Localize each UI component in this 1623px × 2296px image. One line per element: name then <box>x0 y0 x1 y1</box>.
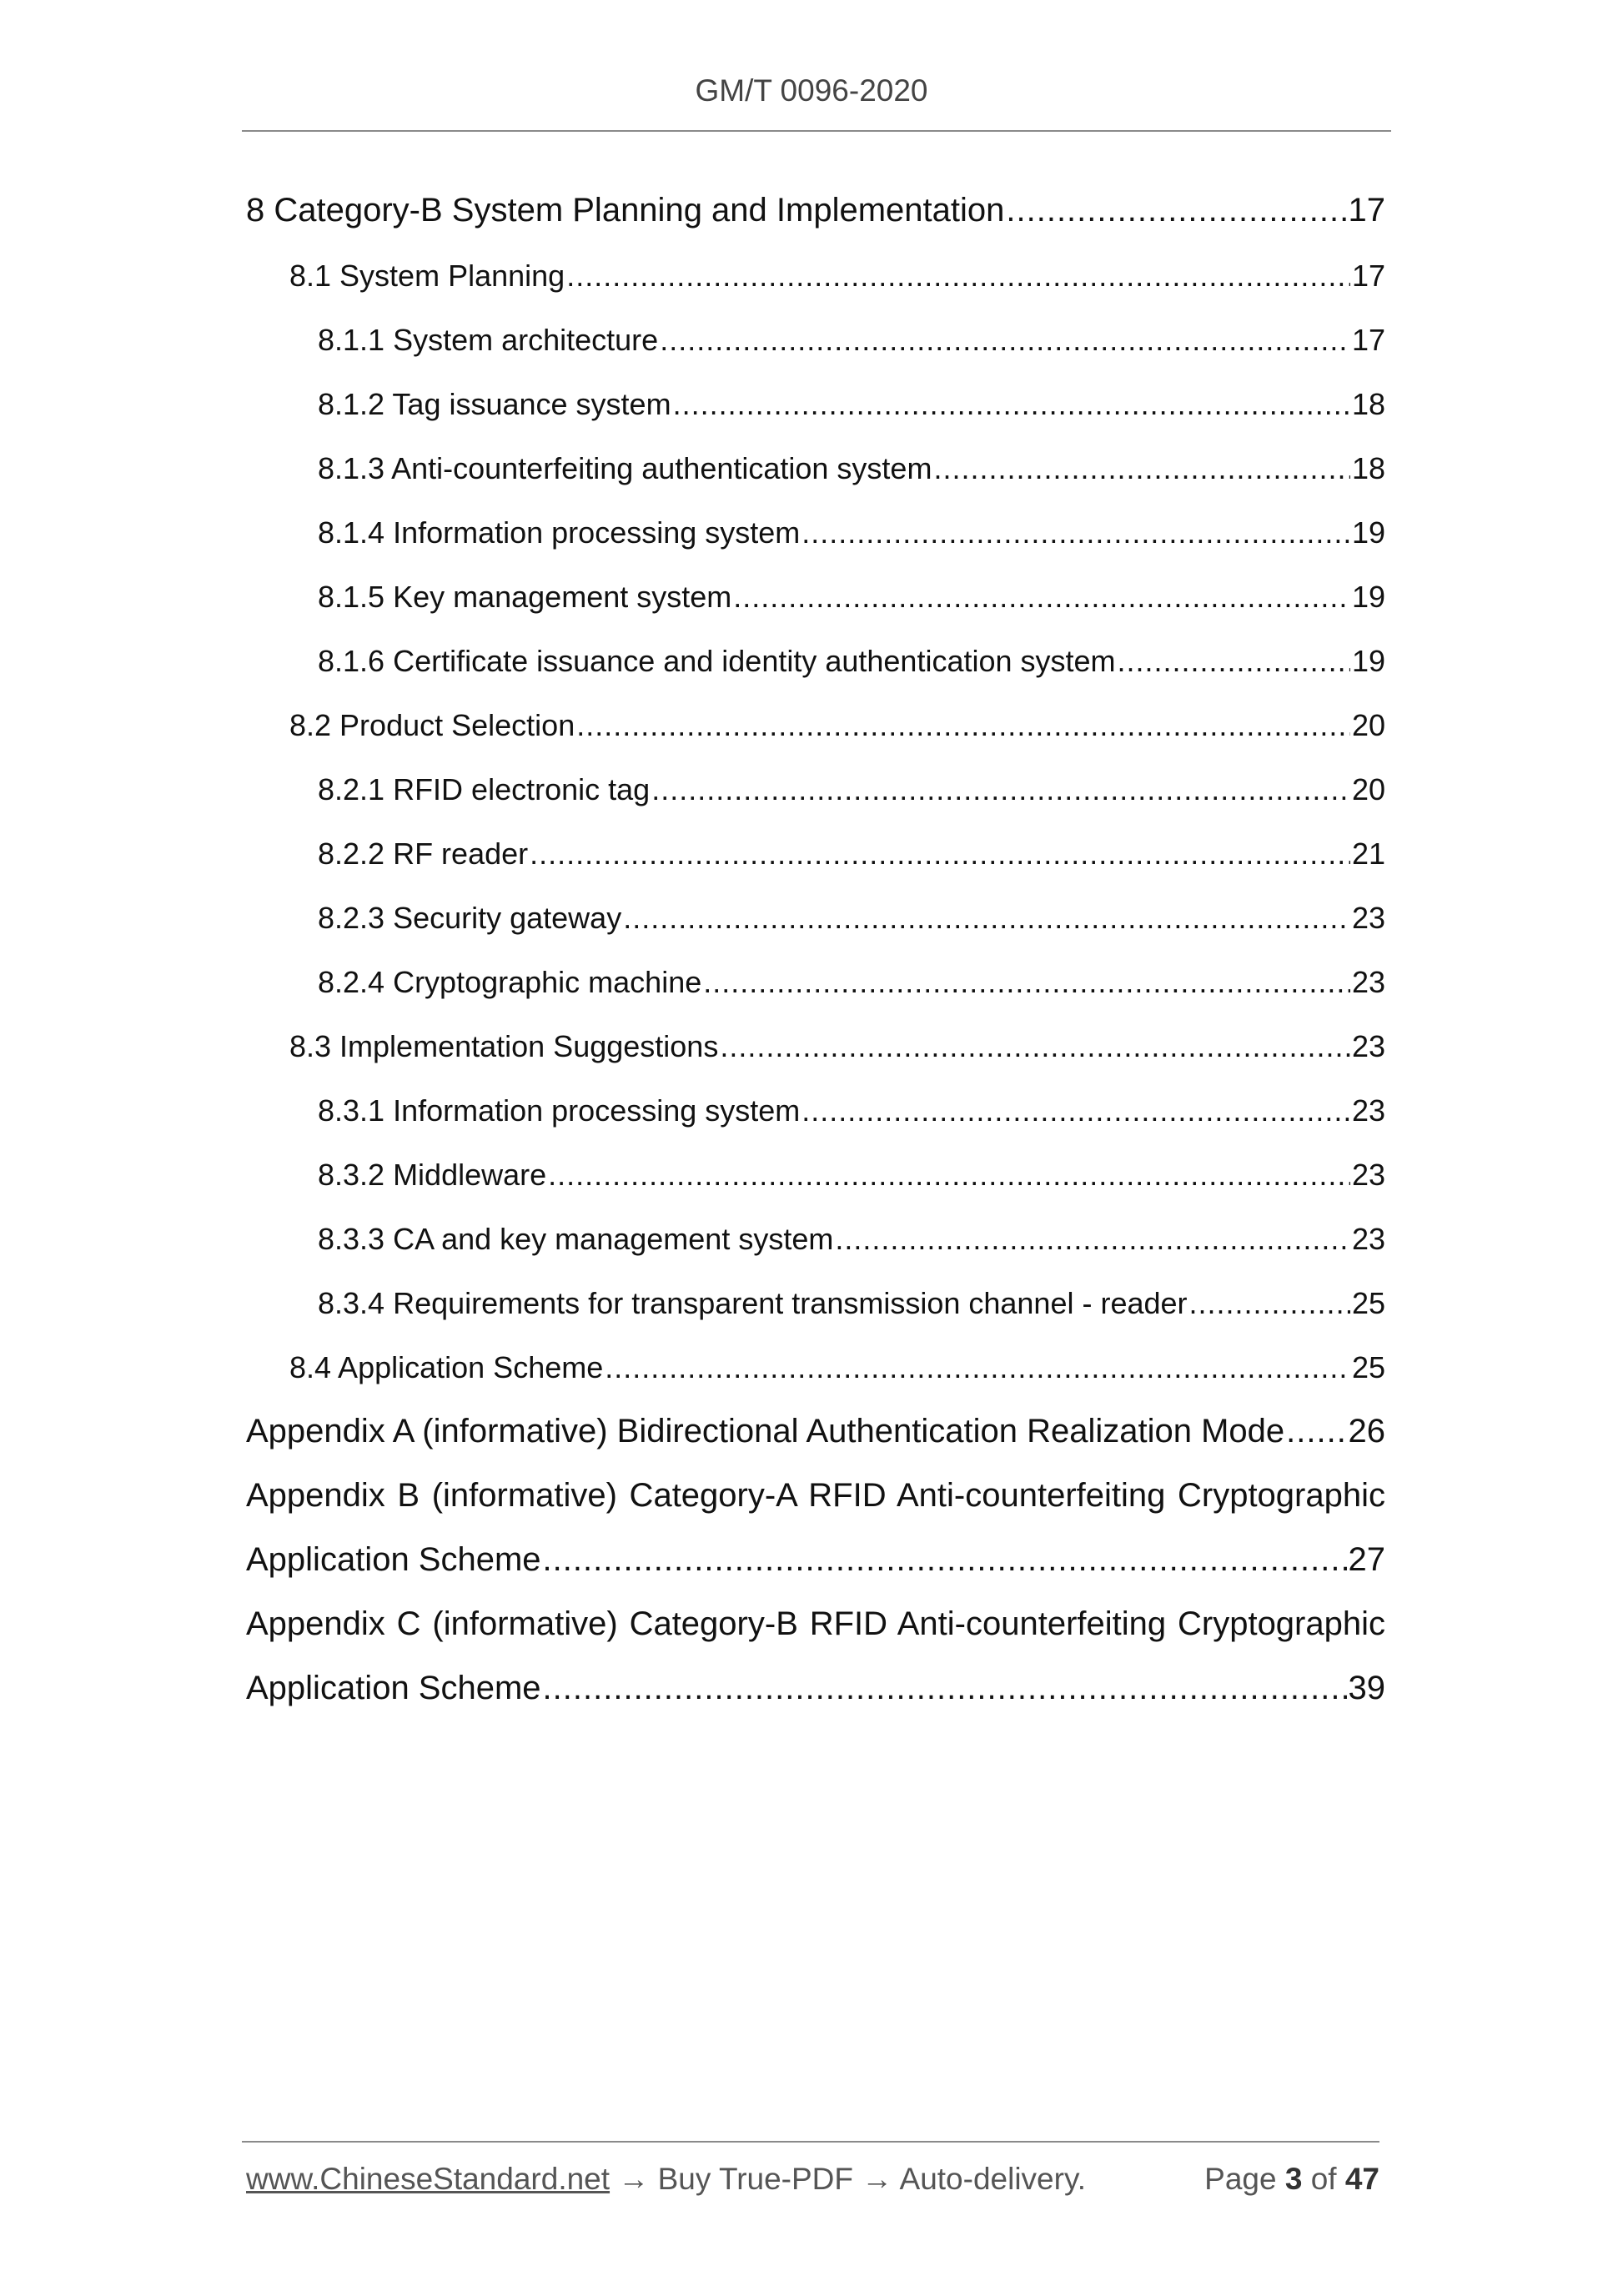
toc-entry-page: 21 <box>1351 837 1385 871</box>
page-footer <box>246 2162 1379 2197</box>
toc-dot-leader <box>835 1222 1350 1257</box>
toc-entry-page: 23 <box>1351 965 1385 999</box>
toc-entry-page: 25 <box>1351 1286 1385 1320</box>
toc-entry-title: 8.1.2 Tag issuance system <box>318 387 671 421</box>
toc-entry-title: 8.3.2 Middleware <box>318 1158 547 1192</box>
toc-entry-page: 19 <box>1351 644 1385 678</box>
toc-entry-title: 8.1.5 Key management system <box>318 580 732 614</box>
toc-entry-title: 8.1.1 System architecture <box>318 323 659 357</box>
toc-entry[interactable] <box>289 1029 1385 1064</box>
toc-dot-leader <box>605 1350 1350 1385</box>
toc-entry[interactable] <box>246 1413 1385 1450</box>
toc-entry-page: 17 <box>1351 259 1385 293</box>
toc-dot-leader <box>543 1541 1347 1579</box>
toc-entry-title: 8.1 System Planning <box>289 259 565 293</box>
toc-entry[interactable] <box>318 387 1385 422</box>
toc-entry[interactable] <box>318 451 1385 486</box>
toc-entry-title: 8.3.1 Information processing system <box>318 1093 801 1128</box>
toc-entry-page: 23 <box>1351 1093 1385 1128</box>
toc-entry[interactable] <box>318 965 1385 1000</box>
toc-dot-leader <box>576 708 1350 743</box>
toc-entry-page: 19 <box>1351 515 1385 550</box>
toc-appendix-c-line1[interactable]: Appendix C (informative) Category-B RFID Anti-counterfeiting Cryptographic <box>246 1605 1385 1642</box>
toc-dot-leader <box>660 323 1350 358</box>
page-current: 3 <box>1284 2162 1303 2196</box>
toc-entry[interactable] <box>246 1541 1385 1579</box>
toc-entry-page: 23 <box>1351 1222 1385 1256</box>
toc-entry-title: 8.4 Application Scheme <box>289 1350 604 1384</box>
toc-entry[interactable] <box>318 580 1385 615</box>
page-label: Page <box>1204 2162 1277 2196</box>
toc-entry-page: 19 <box>1351 580 1385 614</box>
toc-entry-page: 27 <box>1348 1541 1385 1578</box>
toc-entry-page: 39 <box>1348 1670 1385 1706</box>
toc-dot-leader <box>530 837 1350 872</box>
toc-entry[interactable] <box>289 1350 1385 1385</box>
toc-entry-page: 20 <box>1351 708 1385 742</box>
toc-entry-title: 8 Category-B System Planning and Implementation <box>246 192 1005 229</box>
toc-dot-leader <box>703 965 1350 1000</box>
toc-entry-title: 8.2.1 RFID electronic tag <box>318 772 651 806</box>
toc-entry-page: 23 <box>1351 901 1385 935</box>
toc-entry-page: 23 <box>1351 1029 1385 1063</box>
page-total: 47 <box>1344 2162 1379 2196</box>
toc-dot-leader <box>933 451 1350 486</box>
toc-dot-leader <box>543 1670 1347 1707</box>
toc-dot-leader <box>1286 1413 1346 1450</box>
toc-entry-title: 8.3 Implementation Suggestions <box>289 1029 719 1063</box>
toc-entry-title: 8.1.4 Information processing system <box>318 515 801 550</box>
toc-entry-title: 8.2.2 RF reader <box>318 837 529 871</box>
toc-entry[interactable] <box>289 708 1385 743</box>
toc-entry[interactable] <box>318 1158 1385 1193</box>
toc-dot-leader <box>801 515 1350 550</box>
toc-entry-title: 8.1.3 Anti-counterfeiting authentication system <box>318 451 932 485</box>
toc-entry[interactable] <box>318 772 1385 807</box>
toc-entry[interactable] <box>318 901 1385 936</box>
toc-dot-leader <box>801 1093 1350 1128</box>
toc-entry-page: 17 <box>1351 323 1385 357</box>
toc-entry[interactable] <box>318 515 1385 550</box>
toc-entry-title: 8.2.3 Security gateway <box>318 901 622 935</box>
toc-entry[interactable] <box>246 1670 1385 1707</box>
toc-entry-page: 26 <box>1348 1413 1385 1449</box>
toc-entry[interactable] <box>318 323 1385 358</box>
page-number <box>1204 2162 1379 2197</box>
toc-entry-page: 25 <box>1351 1350 1385 1384</box>
toc-entry-page: 17 <box>1348 192 1385 229</box>
toc-entry[interactable] <box>246 192 1385 229</box>
toc-entry[interactable] <box>318 1286 1385 1321</box>
toc-dot-leader <box>720 1029 1350 1064</box>
toc-entry-page: 20 <box>1351 772 1385 806</box>
toc-entry-title: Application Scheme <box>246 1670 541 1706</box>
toc-entry-title: 8.3.4 Requirements for transparent transmission channel - reader <box>318 1286 1188 1320</box>
of-label: of <box>1310 2162 1337 2196</box>
running-header: GM/T 0096-2020 <box>695 73 928 108</box>
toc-entry-title: 8.2.4 Cryptographic machine <box>318 965 702 999</box>
toc-dot-leader <box>566 259 1350 294</box>
toc-dot-leader <box>1006 192 1346 229</box>
toc-dot-leader <box>673 387 1350 422</box>
toc-entry-title: Appendix A (informative) Bidirectional Authentication Realization Mode <box>246 1413 1285 1449</box>
toc-dot-leader <box>651 772 1350 807</box>
site-link[interactable]: www.ChineseStandard.net <box>246 2162 611 2196</box>
toc-dot-leader <box>1118 644 1350 679</box>
toc-entry-page: 18 <box>1351 387 1385 421</box>
footer-divider <box>242 2141 1379 2143</box>
toc-entry[interactable] <box>318 1093 1385 1128</box>
toc-entry-title: 8.3.3 CA and key management system <box>318 1222 834 1256</box>
toc-entry[interactable] <box>318 1222 1385 1257</box>
toc-entry-title: 8.1.6 Certificate issuance and identity authentication system <box>318 644 1116 678</box>
footer-tagline: → Buy True-PDF → Auto-delivery. <box>618 2162 1086 2196</box>
toc-entry-title: Application Scheme <box>246 1541 541 1578</box>
toc-entry[interactable] <box>318 644 1385 679</box>
toc-entry-title: 8.2 Product Selection <box>289 708 575 742</box>
toc-entry-page: 23 <box>1351 1158 1385 1192</box>
toc-entry[interactable] <box>318 837 1385 872</box>
toc-dot-leader <box>623 901 1350 936</box>
toc-appendix-b-line1[interactable]: Appendix B (informative) Category-A RFID Anti-counterfeiting Cryptographic <box>246 1477 1385 1514</box>
toc-dot-leader <box>548 1158 1350 1193</box>
toc-entry[interactable] <box>289 259 1385 294</box>
toc-entry-page: 18 <box>1351 451 1385 485</box>
toc-dot-leader <box>1189 1286 1350 1321</box>
toc-dot-leader <box>733 580 1350 615</box>
